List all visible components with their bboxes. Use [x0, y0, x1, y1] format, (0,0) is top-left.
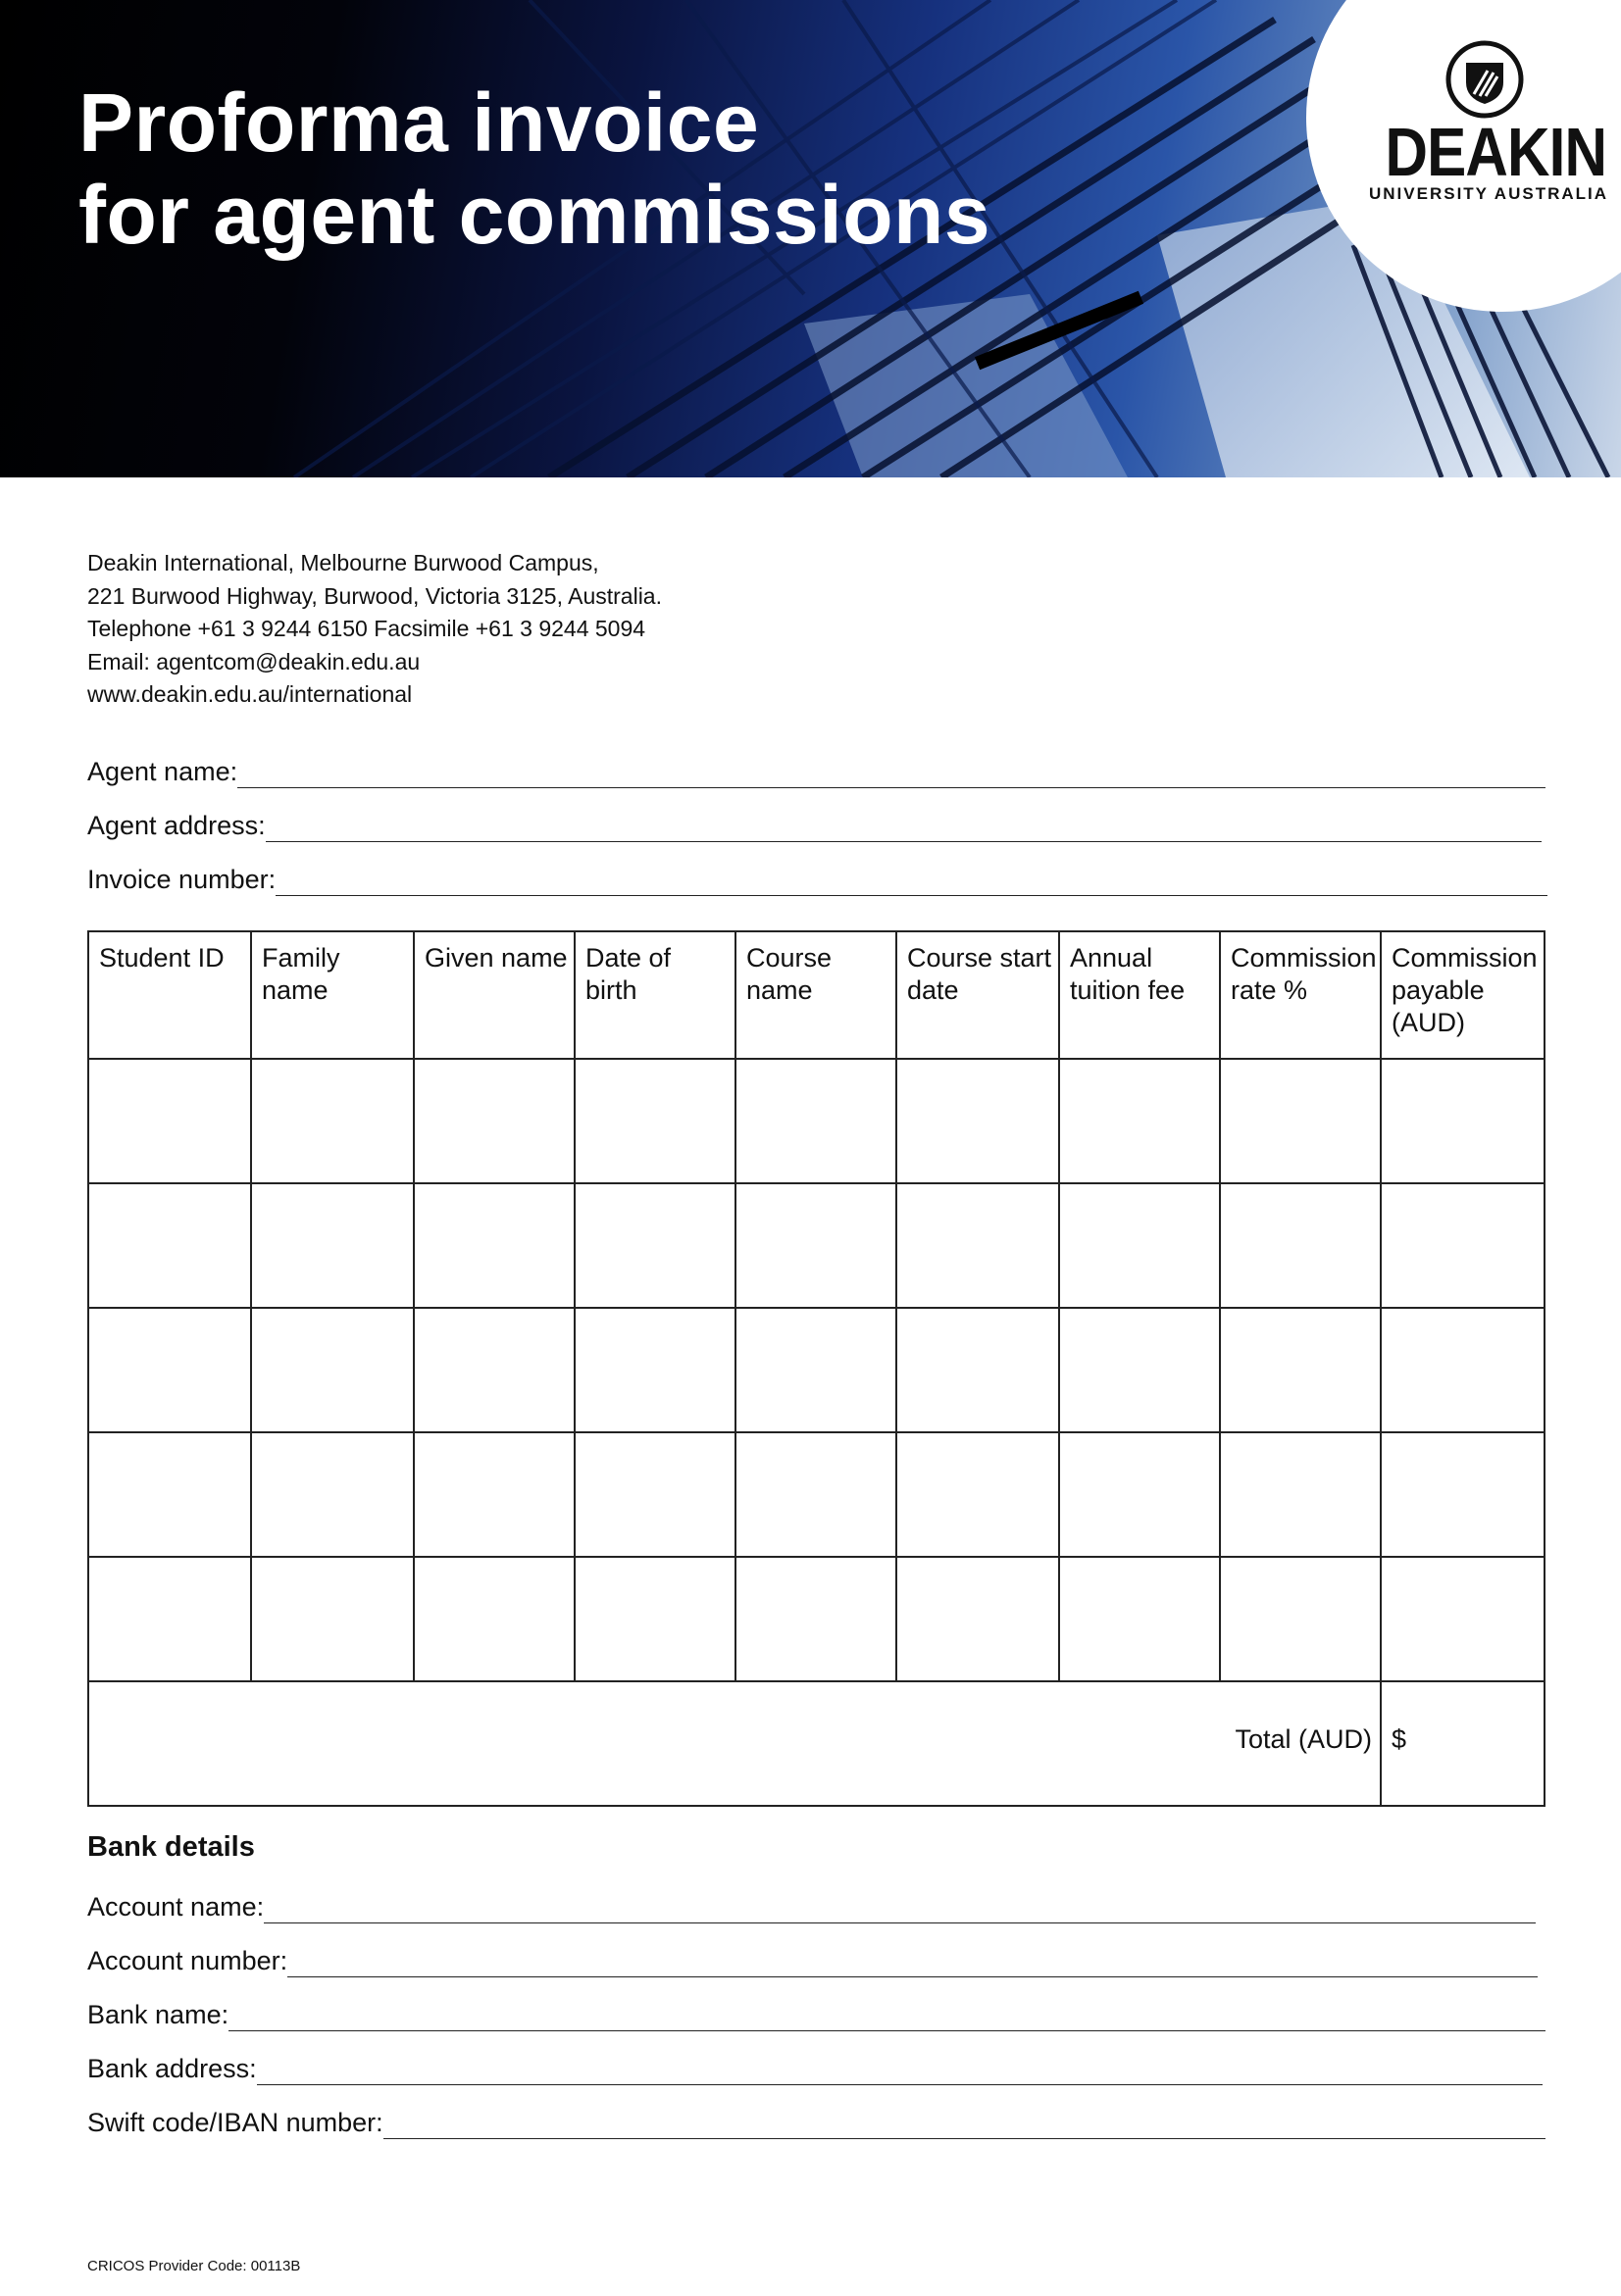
agent-name-input-line[interactable] — [237, 759, 1545, 788]
column-header-line: Course start — [907, 943, 1052, 973]
invoice-number-label: Invoice number: — [87, 865, 277, 894]
table-cell[interactable] — [575, 1557, 735, 1681]
table-cell[interactable] — [1381, 1183, 1545, 1308]
bank-address-field[interactable] — [87, 2050, 1543, 2083]
table-cell[interactable] — [88, 1432, 251, 1557]
agent-address-label: Agent address: — [87, 811, 266, 840]
column-header-line: (AUD) — [1392, 1008, 1465, 1037]
agent-name-label: Agent name: — [87, 757, 238, 786]
table-cell[interactable] — [88, 1557, 251, 1681]
table-cell[interactable] — [88, 1183, 251, 1308]
table-header-row — [88, 931, 1545, 1059]
deakin-crest-icon — [1444, 39, 1525, 120]
table-cell[interactable] — [1381, 1059, 1545, 1183]
address-website: www.deakin.edu.au/international — [87, 681, 413, 707]
table-cell[interactable] — [1381, 1557, 1545, 1681]
agent-address-field[interactable] — [87, 807, 1542, 840]
table-cell[interactable] — [735, 1308, 896, 1432]
column-header — [1381, 931, 1545, 1059]
cricos-code: CRICOS Provider Code: 00113B — [87, 2258, 301, 2274]
total-label: Total (AUD) — [88, 1681, 1381, 1806]
address-line: 221 Burwood Highway, Burwood, Victoria 3125, Australia. — [87, 582, 662, 609]
table-cell[interactable] — [1059, 1308, 1220, 1432]
table-cell[interactable] — [88, 1308, 251, 1432]
table-cell[interactable] — [735, 1432, 896, 1557]
swift-iban-field[interactable] — [87, 2104, 1545, 2137]
table-row — [88, 1432, 1545, 1557]
table-cell[interactable] — [735, 1557, 896, 1681]
column-header — [414, 931, 575, 1059]
table-cell[interactable] — [414, 1557, 575, 1681]
table-cell[interactable] — [251, 1432, 414, 1557]
bank-details-heading: Bank details — [87, 1831, 255, 1863]
address-line: Telephone +61 3 9244 6150 Facsimile +61 3 9244 5094 — [87, 616, 646, 641]
table-cell[interactable] — [88, 1059, 251, 1183]
column-header-line: Date of — [585, 943, 672, 973]
title-line-2: for agent commissions — [78, 169, 991, 261]
swift-iban-label: Swift code/IBAN number: — [87, 2108, 383, 2137]
invoice-number-input-line[interactable] — [276, 867, 1547, 896]
deakin-logo — [1369, 39, 1609, 211]
column-header-line: name — [262, 975, 329, 1005]
table-cell[interactable] — [414, 1183, 575, 1308]
address-email: Email: agentcom@deakin.edu.au — [87, 648, 421, 674]
table-cell[interactable] — [735, 1059, 896, 1183]
table-total-row — [88, 1681, 1545, 1806]
table-row — [88, 1059, 1545, 1183]
column-header-line: Given name — [425, 943, 568, 973]
commission-table — [87, 930, 1545, 1807]
table-cell[interactable] — [1220, 1432, 1381, 1557]
address-line: Deakin International, Melbourne Burwood Campus, — [87, 550, 599, 575]
table-cell[interactable] — [1059, 1432, 1220, 1557]
table-row — [88, 1557, 1545, 1681]
table-cell[interactable] — [1381, 1432, 1545, 1557]
table-cell[interactable] — [1059, 1557, 1220, 1681]
account-name-field[interactable] — [87, 1888, 1536, 1922]
title-line-1: Proforma invoice — [78, 76, 760, 169]
invoice-number-field[interactable] — [87, 861, 1547, 894]
table-cell[interactable] — [251, 1557, 414, 1681]
logo-wordmark: DEAKIN — [1385, 114, 1607, 190]
table-cell[interactable] — [575, 1308, 735, 1432]
table-cell[interactable] — [896, 1557, 1059, 1681]
bank-name-label: Bank name: — [87, 2000, 229, 2029]
table-cell[interactable] — [896, 1059, 1059, 1183]
column-header — [251, 931, 414, 1059]
column-header — [896, 931, 1059, 1059]
column-header-line: tuition fee — [1070, 975, 1186, 1005]
table-cell[interactable] — [414, 1308, 575, 1432]
bank-address-input-line[interactable] — [257, 2056, 1543, 2085]
column-header — [1220, 931, 1381, 1059]
column-header-line: Annual — [1070, 943, 1153, 973]
logo-subline: UNIVERSITY AUSTRALIA — [1369, 184, 1609, 203]
account-number-label: Account number: — [87, 1946, 288, 1975]
account-number-input-line[interactable] — [287, 1948, 1538, 1977]
table-cell[interactable] — [575, 1059, 735, 1183]
table-cell[interactable] — [896, 1308, 1059, 1432]
table-cell[interactable] — [1220, 1557, 1381, 1681]
table-cell[interactable] — [1220, 1308, 1381, 1432]
table-cell[interactable] — [1220, 1059, 1381, 1183]
table-cell[interactable] — [735, 1183, 896, 1308]
header-banner — [0, 0, 1621, 477]
swift-iban-input-line[interactable] — [383, 2110, 1545, 2139]
account-name-input-line[interactable] — [264, 1894, 1536, 1923]
table-cell[interactable] — [896, 1432, 1059, 1557]
table-cell[interactable] — [896, 1183, 1059, 1308]
column-header-line: Course — [746, 943, 833, 973]
table-cell[interactable] — [575, 1183, 735, 1308]
column-header-line: Commission — [1231, 943, 1377, 973]
column-header-line: name — [746, 975, 813, 1005]
page-title — [78, 76, 990, 261]
table-cell[interactable] — [575, 1432, 735, 1557]
table-cell[interactable] — [1059, 1183, 1220, 1308]
column-header-line: birth — [585, 975, 637, 1005]
account-name-label: Account name: — [87, 1892, 265, 1922]
table-cell[interactable] — [251, 1059, 414, 1183]
bank-address-label: Bank address: — [87, 2054, 257, 2083]
column-header — [735, 931, 896, 1059]
account-number-field[interactable] — [87, 1942, 1538, 1975]
bank-name-input-line[interactable] — [228, 2002, 1545, 2031]
table-cell[interactable] — [251, 1183, 414, 1308]
bank-name-field[interactable] — [87, 1996, 1545, 2029]
table-cell[interactable] — [251, 1308, 414, 1432]
column-header — [88, 931, 251, 1059]
column-header-line: payable — [1392, 975, 1485, 1005]
column-header-line: Family — [262, 943, 340, 973]
sender-address — [87, 547, 662, 712]
agent-name-field[interactable] — [87, 753, 1545, 786]
column-header-line: date — [907, 975, 959, 1005]
agent-address-input-line[interactable] — [266, 813, 1542, 842]
table-cell[interactable] — [414, 1059, 575, 1183]
column-header-line: rate % — [1231, 975, 1308, 1005]
table-cell[interactable] — [1220, 1183, 1381, 1308]
table-row — [88, 1308, 1545, 1432]
column-header-line: Commission — [1392, 943, 1538, 973]
table-row — [88, 1183, 1545, 1308]
table-cell[interactable] — [1059, 1059, 1220, 1183]
column-header — [1059, 931, 1220, 1059]
total-value-cell[interactable]: $ — [1381, 1681, 1545, 1806]
column-header — [575, 931, 735, 1059]
column-header-line: Student ID — [99, 943, 225, 973]
table-cell[interactable] — [1381, 1308, 1545, 1432]
table-cell[interactable] — [414, 1432, 575, 1557]
